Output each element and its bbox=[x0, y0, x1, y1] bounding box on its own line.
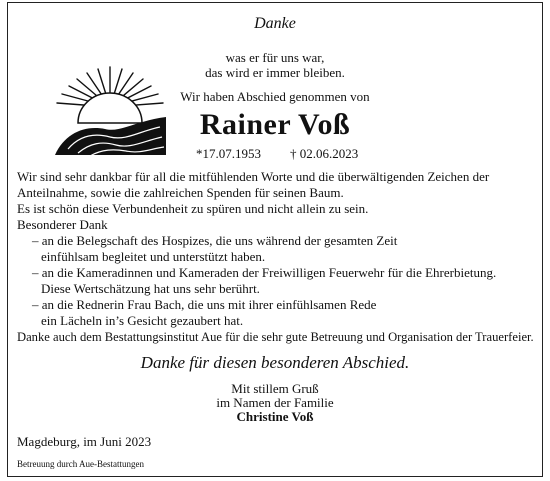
death-date: † 02.06.2023 bbox=[290, 146, 359, 161]
closing-line: Danke auch dem Bestattungsinstitut Aue für die sehr gute Betreuung und Organisation der Trauerfeier. bbox=[17, 330, 534, 344]
body-line-1: Wir sind sehr dankbar für all die mitfühlenden Worte und die überwältigenden Zeichen der bbox=[17, 169, 490, 184]
thanks-item-hospice: – an die Belegschaft des Hospizes, die uns während der gesamten Zeit bbox=[32, 233, 398, 248]
verse-line-1: was er für uns war, bbox=[225, 50, 325, 65]
heading-danke: Danke bbox=[254, 15, 296, 32]
birth-date: *17.07.1953 bbox=[196, 146, 261, 161]
thanks-item-speaker: – an die Rednerin Frau Bach, die uns mit ihrer einfühlsamen Rede bbox=[32, 297, 377, 312]
obituary-card bbox=[7, 2, 543, 477]
thanks-item-fire-brigade-cont: Diese Wertschätzung hat uns sehr berührt. bbox=[41, 281, 260, 296]
body-line-3: Es ist schön diese Verbundenheit zu spüren und nicht allein zu sein. bbox=[17, 201, 369, 216]
special-thanks-heading: Besonderer Dank bbox=[17, 217, 108, 232]
footer-note: Betreuung durch Aue-Bestattungen bbox=[17, 459, 144, 469]
thanks-item-hospice-cont: einfühlsam begleitet und unterstützt haben. bbox=[41, 249, 266, 264]
signature-name: Christine Voß bbox=[236, 409, 314, 424]
place-date: Magdeburg, im Juni 2023 bbox=[17, 434, 152, 449]
farewell-intro: Wir haben Abschied genommen von bbox=[180, 89, 370, 104]
verse-line-2: das wird er immer bleiben. bbox=[205, 65, 345, 80]
thanks-item-fire-brigade: – an die Kameradinnen und Kameraden der Freiwilligen Feuerwehr für die Ehrerbietung. bbox=[32, 265, 497, 280]
deceased-name: Rainer Voß bbox=[199, 108, 351, 141]
thanks-item-speaker-cont: ein Lächeln in’s Gesicht gezaubert hat. bbox=[41, 313, 244, 328]
signature-on-behalf: im Namen der Familie bbox=[216, 395, 334, 410]
farewell-thanks: Danke für diesen besonderen Abschied. bbox=[140, 353, 410, 372]
body-line-2: Anteilnahme, sowie die zahlreichen Spenden für seinen Baum. bbox=[17, 185, 344, 200]
signature-greeting: Mit stillem Gruß bbox=[231, 381, 319, 396]
